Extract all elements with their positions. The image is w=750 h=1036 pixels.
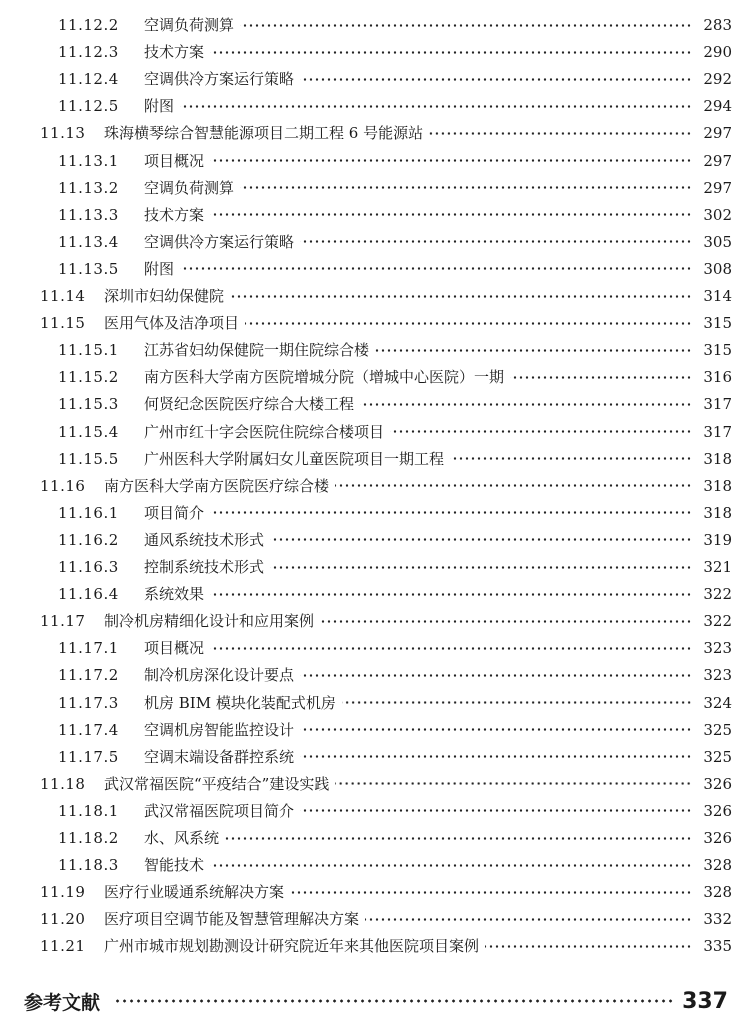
entry-title: 江苏省妇幼保健院一期住院综合楼: [144, 341, 370, 360]
page-number: 322: [703, 612, 732, 631]
toc-entry[interactable]: [0, 500, 750, 526]
page-number: 324: [703, 693, 732, 712]
dot-leader: [335, 484, 692, 487]
entry-title: 项目简介: [144, 503, 205, 522]
section-number: 11.16.3: [58, 558, 119, 576]
toc-entry[interactable]: [0, 852, 750, 878]
page-number: 323: [703, 639, 732, 658]
entry-title: 技术方案: [144, 43, 205, 62]
toc-entry[interactable]: [0, 148, 750, 174]
entry-title: 空调末端设备群控系统: [144, 747, 295, 766]
entry-title: 附图: [144, 259, 175, 278]
page-number: 317: [703, 395, 732, 414]
entry-title: 项目概况: [144, 639, 205, 658]
page-number: 294: [703, 97, 732, 116]
page-number: 314: [703, 287, 732, 305]
section-number: 11.17.4: [58, 720, 119, 739]
section-number: 11.16: [40, 476, 86, 495]
section-number: 11.14: [40, 287, 86, 305]
section-number: 11.15.4: [58, 422, 119, 441]
toc-entry[interactable]: [0, 771, 750, 797]
section-number: 11.12.5: [58, 97, 119, 116]
page-number: 326: [703, 801, 732, 820]
page-number: 325: [703, 747, 732, 766]
dot-leader: [390, 430, 692, 433]
toc-entry[interactable]: [0, 690, 750, 716]
page-number: 315: [703, 341, 732, 360]
dot-leader: [375, 349, 692, 352]
dot-leader: [365, 918, 692, 921]
page-number: 326: [703, 774, 732, 793]
dot-leader: [300, 240, 692, 243]
section-number: 11.16.4: [58, 585, 119, 604]
section-number: 11.13.1: [58, 151, 119, 170]
entry-title: 通风系统技术形式: [144, 530, 265, 549]
page-number: 316: [703, 368, 732, 387]
section-number: 11.13.3: [58, 205, 119, 224]
dot-leader: [180, 267, 692, 270]
toc-entry[interactable]: [0, 581, 750, 607]
section-number: 11.15.3: [58, 395, 119, 414]
entry-title: 空调负荷测算: [144, 16, 235, 34]
toc-entry[interactable]: [0, 933, 750, 959]
dot-leader: [230, 295, 692, 298]
dot-leader: [114, 999, 674, 1003]
entry-title: 空调供冷方案运行策略: [144, 70, 295, 89]
dot-leader: [300, 809, 692, 812]
dot-leader: [240, 186, 692, 189]
section-number: 11.20: [40, 910, 86, 929]
entry-title: 医疗项目空调节能及智慧管理解决方案: [104, 910, 360, 929]
toc-entry[interactable]: [0, 798, 750, 824]
section-number: 11.15.2: [58, 368, 119, 387]
page-number: 297: [703, 151, 732, 170]
entry-title: 水、风系统: [144, 829, 220, 847]
page-number: 318: [703, 503, 732, 522]
entry-title: 医疗行业暖通系统解决方案: [104, 883, 285, 902]
page-number: 318: [703, 449, 732, 468]
toc-entry[interactable]: [0, 310, 750, 336]
page-number: 337: [682, 988, 728, 1014]
dot-leader: [290, 891, 692, 894]
section-number: 11.16.1: [58, 503, 119, 522]
page-number: 297: [703, 178, 732, 197]
entry-title: 控制系统技术形式: [144, 558, 265, 576]
dot-leader: [210, 213, 692, 216]
toc-entry[interactable]: [0, 906, 750, 932]
entry-title: 机房 BIM 模块化装配式机房: [144, 693, 336, 712]
page-number: 319: [703, 530, 732, 549]
dot-leader: [245, 322, 692, 325]
dot-leader: [450, 457, 692, 460]
section-number: 11.17.1: [58, 639, 119, 658]
toc-entry[interactable]: [0, 39, 750, 65]
dot-leader: [300, 755, 692, 758]
entry-title: 技术方案: [144, 205, 205, 224]
toc-entry[interactable]: [0, 608, 750, 634]
dot-leader: [429, 132, 692, 135]
page-number: 332: [703, 910, 732, 929]
toc-entry[interactable]: [0, 473, 750, 499]
references-entry[interactable]: [0, 985, 750, 1017]
page-number: 323: [703, 666, 732, 685]
entry-title: 珠海横琴综合智慧能源项目二期工程 6 号能源站: [104, 124, 424, 143]
dot-leader: [210, 647, 692, 650]
entry-title: 附图: [144, 97, 175, 116]
page-number: 322: [703, 585, 732, 604]
dot-leader: [180, 105, 692, 108]
section-number: 11.18.1: [58, 801, 119, 820]
dot-leader: [225, 837, 692, 840]
entry-title: 医用气体及洁净项目: [104, 314, 240, 333]
toc-entry[interactable]: [0, 175, 750, 201]
toc-entry[interactable]: [0, 744, 750, 770]
section-number: 11.17: [40, 612, 86, 631]
section-number: 11.15.5: [58, 449, 119, 468]
page-number: 321: [703, 558, 732, 576]
page-number: 308: [703, 259, 732, 278]
entry-title: 广州医科大学附属妇女儿童医院项目一期工程: [144, 449, 445, 468]
section-number: 11.17.3: [58, 693, 119, 712]
page-number: 328: [703, 883, 732, 902]
toc-entry[interactable]: [0, 527, 750, 553]
page-number: 297: [703, 124, 732, 143]
entry-title: 参考文献: [24, 991, 101, 1014]
toc-entry[interactable]: [0, 12, 750, 38]
dot-leader: [210, 864, 692, 867]
page-number: 290: [703, 43, 732, 62]
section-number: 11.18: [40, 774, 86, 793]
dot-leader: [300, 78, 692, 81]
dot-leader: [300, 728, 692, 731]
dot-leader: [300, 674, 692, 677]
section-number: 11.12.2: [58, 16, 119, 34]
section-number: 11.21: [40, 937, 86, 956]
page-number: 335: [703, 937, 732, 956]
page-number: 325: [703, 720, 732, 739]
dot-leader: [270, 538, 692, 541]
dot-leader: [335, 782, 692, 785]
entry-title: 制冷机房深化设计要点: [144, 666, 295, 685]
entry-title: 南方医科大学南方医院增城分院（增城中心医院）一期: [144, 368, 505, 387]
entry-title: 项目概况: [144, 151, 205, 170]
toc-entry[interactable]: [0, 446, 750, 472]
section-number: 11.15.1: [58, 341, 119, 360]
section-number: 11.13.2: [58, 178, 119, 197]
entry-title: 智能技术: [144, 856, 205, 875]
page-number: 326: [703, 829, 732, 847]
section-number: 11.17.2: [58, 666, 119, 685]
entry-title: 系统效果: [144, 585, 205, 604]
page-number: 302: [703, 205, 732, 224]
entry-title: 空调负荷测算: [144, 178, 235, 197]
toc-entry[interactable]: [0, 283, 750, 309]
toc-entry[interactable]: [0, 419, 750, 445]
page-number: 292: [703, 70, 732, 89]
toc-entry[interactable]: [0, 66, 750, 92]
toc-entry[interactable]: [0, 554, 750, 580]
toc-entry[interactable]: [0, 120, 750, 146]
toc-entry[interactable]: [0, 391, 750, 417]
entry-title: 制冷机房精细化设计和应用案例: [104, 612, 315, 631]
entry-title: 武汉常福医院“平疫结合”建设实践: [104, 774, 330, 793]
page-number: 328: [703, 856, 732, 875]
entry-title: 广州市城市规划勘测设计研究院近年来其他医院项目案例: [104, 937, 480, 956]
dot-leader: [360, 403, 692, 406]
section-number: 11.12.3: [58, 43, 119, 62]
dot-leader: [210, 511, 692, 514]
section-number: 11.18.3: [58, 856, 119, 875]
toc-entry[interactable]: [0, 662, 750, 688]
section-number: 11.17.5: [58, 747, 119, 766]
dot-leader: [510, 376, 692, 379]
entry-title: 空调机房智能监控设计: [144, 720, 295, 739]
section-number: 11.15: [40, 314, 86, 333]
dot-leader: [270, 566, 692, 569]
entry-title: 广州市红十字会医院住院综合楼项目: [144, 422, 385, 441]
dot-leader: [210, 51, 692, 54]
page-number: 283: [703, 16, 732, 34]
section-number: 11.19: [40, 883, 86, 902]
toc-entry[interactable]: [0, 93, 750, 119]
entry-title: 武汉常福医院项目简介: [144, 801, 295, 820]
toc-entry[interactable]: [0, 337, 750, 363]
entry-title: 深圳市妇幼保健院: [104, 287, 225, 305]
dot-leader: [485, 945, 692, 948]
section-number: 11.12.4: [58, 70, 119, 89]
page-number: 318: [703, 476, 732, 495]
toc-entry[interactable]: [0, 717, 750, 743]
page-number: 315: [703, 314, 732, 333]
toc-entry[interactable]: [0, 879, 750, 905]
entry-title: 何贤纪念医院医疗综合大楼工程: [144, 395, 355, 414]
toc-entry[interactable]: [0, 364, 750, 390]
entry-title: 南方医科大学南方医院医疗综合楼: [104, 476, 330, 495]
section-number: 11.13: [40, 124, 86, 143]
section-number: 11.13.5: [58, 259, 119, 278]
toc-entry[interactable]: [0, 825, 750, 851]
page-number: 305: [703, 232, 732, 251]
toc-entry[interactable]: [0, 635, 750, 661]
dot-leader: [320, 620, 692, 623]
dot-leader: [342, 701, 692, 704]
toc-entry[interactable]: [0, 256, 750, 282]
section-number: 11.13.4: [58, 232, 119, 251]
section-number: 11.18.2: [58, 829, 119, 847]
entry-title: 空调供冷方案运行策略: [144, 232, 295, 251]
dot-leader: [240, 24, 692, 27]
toc-entry[interactable]: [0, 202, 750, 228]
section-number: 11.16.2: [58, 530, 119, 549]
page-number: 317: [703, 422, 732, 441]
dot-leader: [210, 593, 692, 596]
toc-entry[interactable]: [0, 229, 750, 255]
dot-leader: [210, 159, 692, 162]
